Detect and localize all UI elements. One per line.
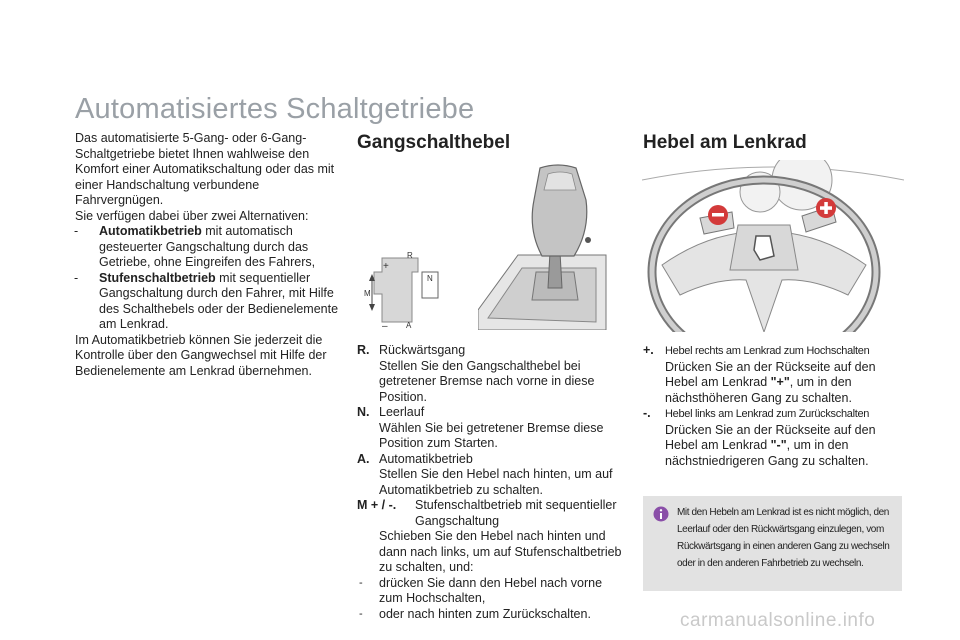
label-minus: -. <box>643 406 651 420</box>
text-n: Leerlauf <box>379 405 425 419</box>
alternative-automatic <box>75 224 345 271</box>
brand-logo-icon <box>754 236 774 260</box>
paddle-plus <box>643 343 903 360</box>
gate-label-m: M <box>364 289 371 298</box>
key-minus: "-" <box>770 438 787 452</box>
text-minus: Hebel links am Lenkrad zum Zurückschalten <box>665 408 870 420</box>
position-n <box>357 405 625 421</box>
dash-marker: - <box>74 224 79 238</box>
gate-label-plus: + <box>383 261 389 272</box>
label-a: A. <box>357 451 370 466</box>
instruction-m-down <box>357 607 625 623</box>
info-note-text: Mit den Hebeln am Lenkrad ist es nicht möglich, den Leerlauf oder den Rückwärtsgang einzulegen, vom Rückwärtsgang in einen anderen Gang zu wechseln oder in den anderen Fahrbetrieb zu wechseln. <box>677 507 890 569</box>
alternative-sequential <box>75 271 345 333</box>
gate-label-r: R <box>407 251 413 260</box>
info-icon <box>653 506 669 522</box>
instruction-n <box>357 421 625 452</box>
text-sequential: mit sequentieller Gangschaltung durch den Fahrer, mit Hilfe des Schalthebels oder der Bedienelemente am Lenkrad. <box>99 270 339 331</box>
dash-marker: - <box>74 270 79 285</box>
watermark: carmanualsonline.info <box>680 610 876 631</box>
position-r <box>357 343 625 359</box>
instruction-m-up <box>357 576 625 607</box>
lever-hand-icon <box>585 237 591 243</box>
instruction-a <box>357 467 625 498</box>
label-m: M + / -. <box>357 498 397 512</box>
intro-column <box>75 131 345 379</box>
instr-a: Stellen Sie den Hebel nach hinten, um auf Automatikbetrieb zu schalten. <box>379 467 613 497</box>
gear-gate-diagram <box>360 250 450 330</box>
key-plus: "+" <box>770 375 790 389</box>
term-automatic: Automatikbetrieb <box>99 224 202 238</box>
instruction-plus <box>643 360 903 407</box>
paddle-minus <box>643 406 903 423</box>
text-m-down: oder nach hinten zum Zurückschalten. <box>379 606 591 621</box>
intro-control: Im Automatikbetrieb können Sie jederzeit die Kontrolle über den Gangwechsel mit Hilfe der Bedienelemente am Lenkrad übernehmen. <box>75 332 327 378</box>
gate-label-a: A <box>406 321 412 330</box>
intro-paragraph: Das automatisierte 5-Gang- oder 6-Gang-Schaltgetriebe bietet Ihnen wahlweise den Komfort einer Automatikschaltung oder das mit einer Handschaltung verbundene Fahrvergnügen. <box>75 131 335 207</box>
dash-marker: - <box>359 576 363 589</box>
steering-wheel-illustration <box>642 160 904 332</box>
text-plus: Hebel rechts am Lenkrad zum Hochschalten <box>665 345 870 357</box>
position-m <box>357 498 625 529</box>
instruction-m <box>357 529 625 576</box>
gate-label-n: N <box>427 274 433 283</box>
instr-r: Stellen Sie den Gangschalthebel bei getretener Bremse nach vorne in diese Position. <box>379 358 595 404</box>
text-r: Rückwärtsgang <box>379 343 466 357</box>
instr-plus-a: Drücken Sie an der Rückseite auf den Hebel am Lenkrad <box>665 359 876 389</box>
gear-positions <box>357 343 625 622</box>
text-automatic: mit automatisch gesteuerter Gangschaltung durch das Getriebe, ohne Eingreifen des Fahrers, <box>99 224 316 269</box>
intro-alternatives: Sie verfügen dabei über zwei Alternativen: <box>75 208 309 223</box>
gate-label-minus: – <box>382 321 388 330</box>
info-note <box>643 496 902 591</box>
gear-lever-illustration <box>478 160 608 330</box>
paddle-instructions <box>643 343 903 469</box>
instruction-minus <box>643 423 903 470</box>
instr-plus-b: , um in den nächsthöheren Gang zu schalten. <box>665 375 852 405</box>
steering-paddles-heading: Hebel am Lenkrad <box>643 132 807 153</box>
label-r: R. <box>357 343 370 357</box>
instr-n: Wählen Sie bei getretener Bremse diese Position zum Starten. <box>379 420 604 450</box>
page-title: Automatisiertes Schaltgetriebe <box>75 93 475 125</box>
label-plus: +. <box>643 343 654 357</box>
instr-m: Schieben Sie den Hebel nach hinten und dann nach links, um auf Stufenschaltbetrieb zu schalten, und: <box>379 529 622 574</box>
text-m-up: drücken Sie dann den Hebel nach vorne zum Hochschalten, <box>379 575 603 605</box>
instr-minus-b: , um in den nächstniedrigeren Gang zu schalten. <box>665 438 869 468</box>
text-a: Automatikbetrieb <box>379 451 473 466</box>
label-n: N. <box>357 405 370 419</box>
gear-lever-heading: Gangschalthebel <box>357 132 511 153</box>
dash-marker: - <box>359 607 363 620</box>
position-a <box>357 452 625 468</box>
term-sequential: Stufenschaltbetrieb <box>99 270 216 285</box>
instr-minus-a: Drücken Sie an der Rückseite auf den Hebel am Lenkrad <box>665 422 876 452</box>
text-m: Stufenschaltbetrieb mit sequentieller Gangschaltung <box>415 498 617 528</box>
instruction-r <box>357 359 625 406</box>
